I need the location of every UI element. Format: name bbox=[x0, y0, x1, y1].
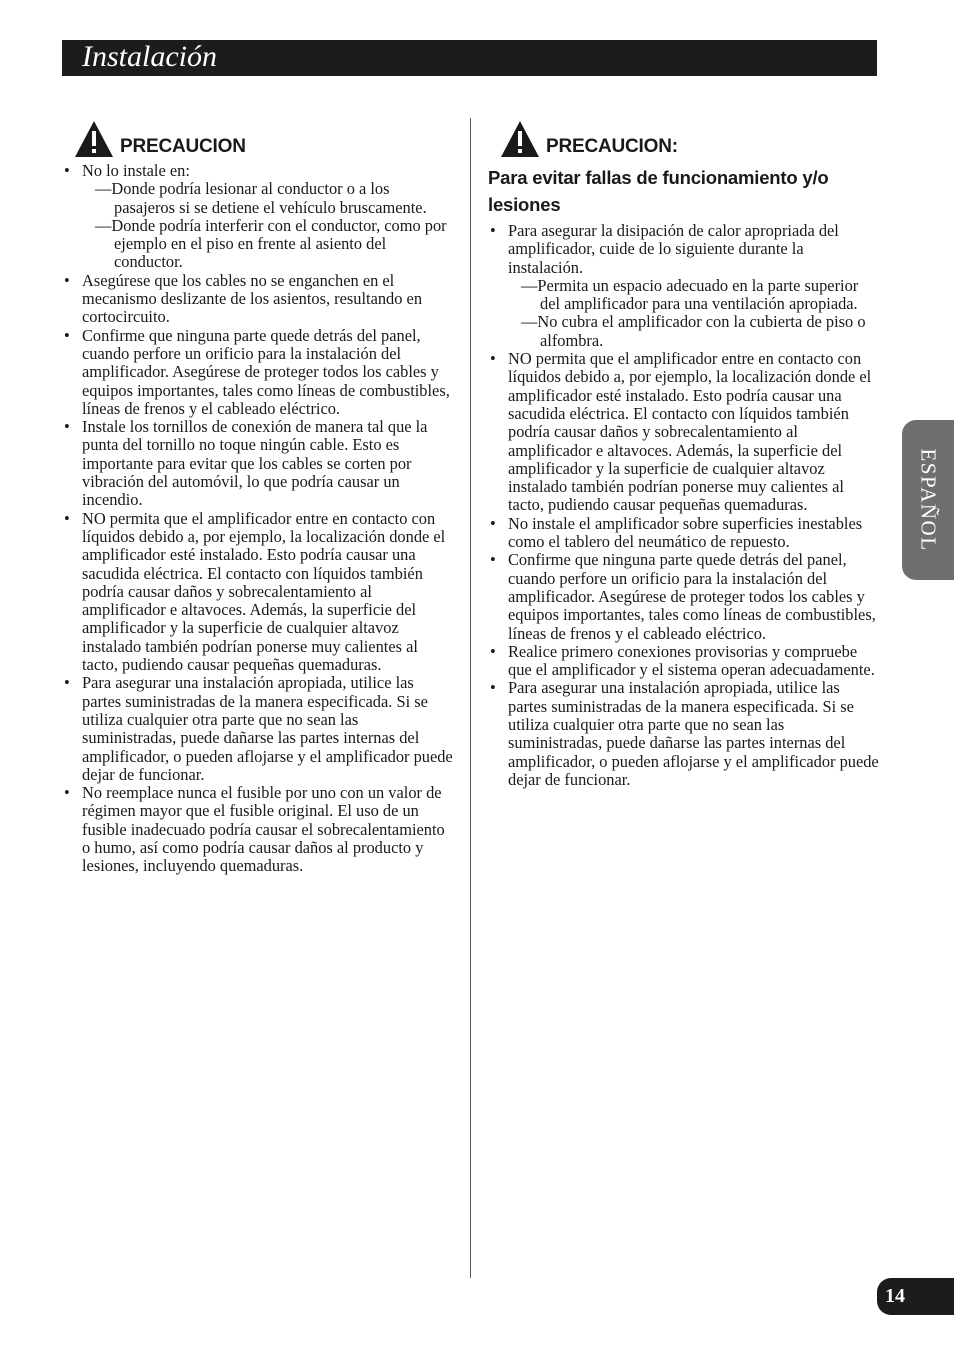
list-item-text: Confirme que ninguna parte quede detrás del panel, cuando perfore un orificio para la instalación del amplificador. Asegúrese de proteger todos los cables y equipos importantes, tales como líneas de combustibles, líneas de frenos y el cableado eléctrico. bbox=[82, 325, 450, 418]
list-item bbox=[488, 222, 880, 350]
caution-title: PRECAUCION: bbox=[546, 136, 678, 157]
sub-list-item: —Donde podría lesionar al conductor o a los pasajeros si se detiene el vehículo bruscamente. bbox=[95, 179, 427, 217]
header-bar bbox=[62, 40, 877, 76]
list-item bbox=[62, 327, 454, 418]
list-item bbox=[488, 551, 880, 642]
list-item-text: Confirme que ninguna parte quede detrás del panel, cuando perfore un orificio para la instalación del amplificador. Asegúrese de proteger todos los cables y equipos importantes, tales como líneas de combustibles, líneas de frenos y el cableado eléctrico. bbox=[508, 550, 876, 643]
sub-list-item: —Donde podría interferir con el conductor, como por ejemplo en el piso en frente al asiento del conductor. bbox=[95, 215, 447, 272]
list-item-text: Para asegurar la disipación de calor apropriada del amplificador, cuide de lo siguiente durante la instalación. bbox=[508, 221, 839, 277]
column-divider bbox=[470, 118, 471, 1278]
list-item bbox=[62, 784, 454, 875]
page-title: Instalación bbox=[82, 40, 217, 73]
right-column bbox=[488, 118, 880, 789]
list-item-text: Asegúrese que los cables no se enganchen en el mecanismo deslizante de los asientos, resultando en cortocircuito. bbox=[82, 270, 423, 327]
list-item-text: NO permita que el amplificador entre en contacto con líquidos debido a, por ejemplo, la localización donde el amplificador esté instalado. Esto podría causar una sacudida eléctrica. El contacto con líquidos también podría causar daños y sobrecalentamiento al amplificador e altavoces. Además, la superficie del amplificador y la superficie de cualquier altavoz instalado también podrían ponerse muy calientes al tacto, pudiendo causar pequeñas quemaduras. bbox=[82, 508, 446, 675]
list-item bbox=[62, 510, 454, 675]
sub-list-item: —Permita un espacio adecuado en la parte superior del amplificador para una ventilación apropiada. bbox=[521, 275, 859, 314]
list-item bbox=[488, 350, 880, 515]
right-caution-heading bbox=[488, 118, 880, 158]
right-bullet-list bbox=[488, 222, 880, 789]
page-number-tab bbox=[877, 1278, 954, 1315]
section-subheading: Para evitar fallas de funcionamiento y/o lesiones bbox=[488, 167, 829, 215]
page-number: 14 bbox=[885, 1285, 905, 1307]
list-item-text: Instale los tornillos de conexión de manera tal que la punta del tornillo no toque ningún cable. Esto es importante para evitar que los cables se corten por vibración del automóvil, lo que podría causar un incendio. bbox=[82, 417, 428, 510]
list-item bbox=[62, 418, 454, 509]
warning-icon bbox=[74, 120, 114, 158]
caution-title: PRECAUCION bbox=[120, 136, 246, 157]
sub-list bbox=[508, 277, 880, 350]
list-item bbox=[62, 162, 454, 272]
list-item bbox=[62, 272, 454, 327]
list-item bbox=[488, 679, 880, 789]
list-item-text: Para asegurar una instalación apropiada, utilice las partes suministradas de la manera especificada. Si se utiliza cualquier otra parte que no sean las suministradas, puede dañarse las partes internas del amplificador, o pueden aflojarse y el amplificador puede dejar de funcionar. bbox=[508, 678, 879, 789]
list-item bbox=[488, 515, 880, 552]
list-item-text: No reemplace nunca el fusible por uno con un valor de régimen mayor que el fusible original. El uso de un fusible inadecuado podría causar el sobrecalentamiento o humo, así como podría causar daños al producto y lesiones, incluyendo quemaduras. bbox=[82, 783, 445, 876]
list-item-text: Realice primero conexiones provisorias y compruebe que el amplificador y el sistema operan adecuadamente. bbox=[508, 641, 875, 680]
sub-list bbox=[82, 180, 454, 271]
list-item bbox=[488, 643, 880, 680]
warning-icon bbox=[500, 120, 540, 158]
list-item-text: Para asegurar una instalación apropiada, utilice las partes suministradas de la manera especificada. Si se utiliza cualquier otra parte que no sean las suministradas, puede dañarse las partes internas del amplificador, o pueden aflojarse y el amplificador puede dejar de funcionar. bbox=[82, 673, 453, 784]
list-item-text: No lo instale en: bbox=[82, 161, 190, 180]
language-tab-label: ESPAÑOL bbox=[916, 448, 941, 552]
left-column bbox=[62, 118, 454, 876]
left-bullet-list bbox=[62, 162, 454, 876]
language-tab bbox=[902, 420, 954, 580]
list-item-text: NO permita que el amplificador entre en contacto con líquidos debido a, por ejemplo, la localización donde el amplificador esté instalado. Esto podría causar una sacudida eléctrica. El contacto con líquidos también podría causar daños y sobrecalentamiento al amplificador e altavoces. Además, la superficie del amplificador y la superficie de cualquier altavoz instalado también podrían ponerse muy calientes al tacto, pudiendo causar pequeñas quemaduras. bbox=[508, 349, 872, 515]
sub-list-item: —No cubra el amplificador con la cubierta de piso o alfombra. bbox=[521, 312, 866, 350]
left-caution-heading bbox=[62, 118, 454, 158]
list-item-text: No instale el amplificador sobre superficies inestables como el tablero del neumático de repuesto. bbox=[508, 513, 863, 552]
list-item bbox=[62, 674, 454, 784]
